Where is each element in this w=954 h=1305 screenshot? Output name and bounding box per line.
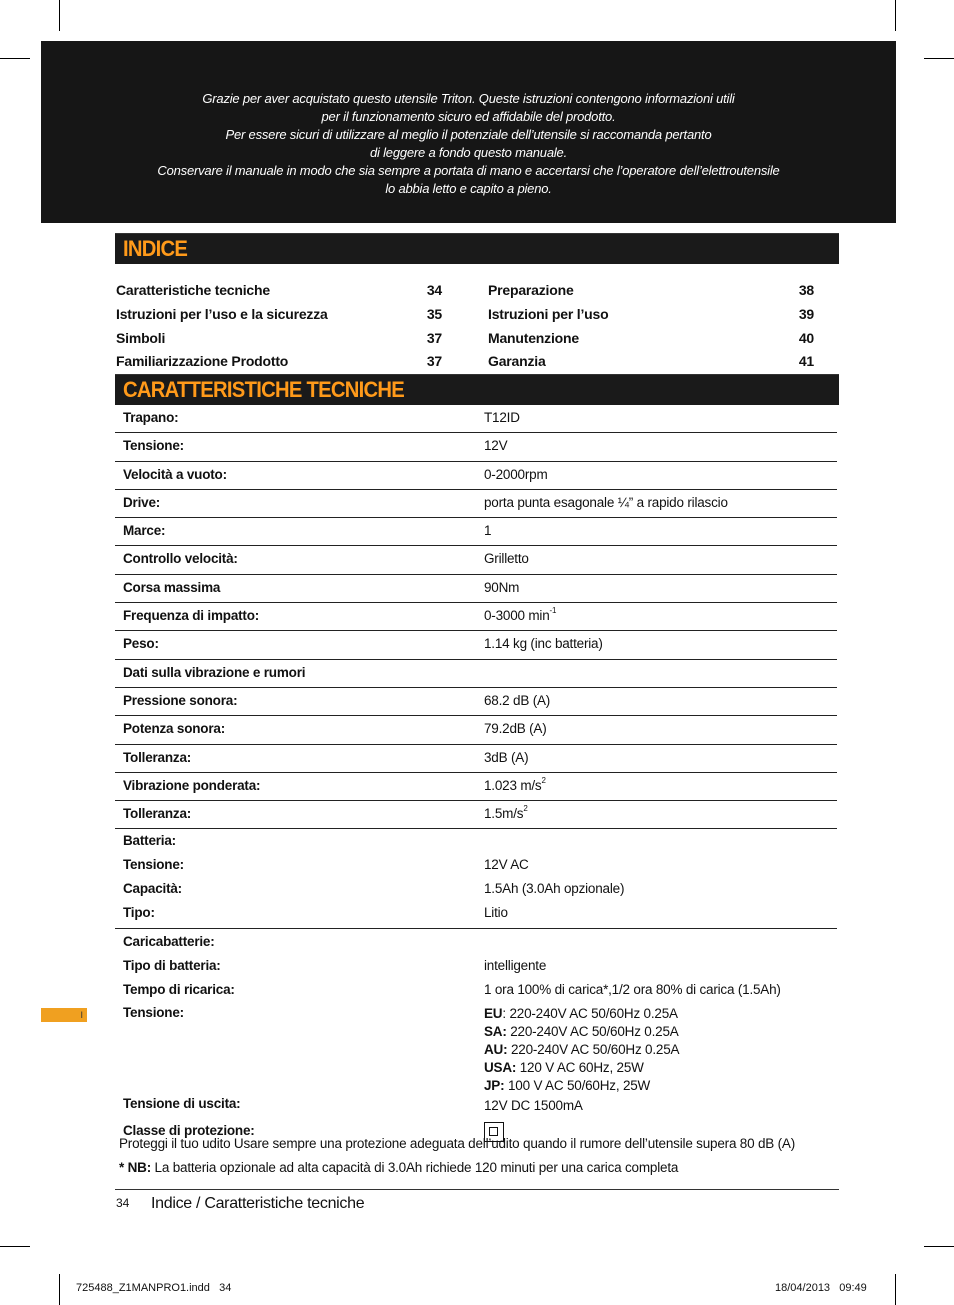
spec-value: Grilletto — [484, 551, 529, 567]
spec-value — [484, 608, 556, 623]
spec-label: Batteria: — [123, 833, 176, 849]
charger-line — [115, 955, 837, 979]
index-item[interactable] — [488, 278, 574, 302]
spec-row — [115, 745, 837, 773]
specs-title: CARATTERISTICHE TECNICHE — [123, 377, 405, 402]
index-item-page: 37 — [426, 330, 442, 346]
spec-value-text: 1.5m/s — [484, 806, 524, 822]
voltage-entry — [484, 1041, 679, 1059]
battery-line — [115, 878, 837, 902]
spec-row — [115, 660, 837, 688]
voltage-value: : 220-240V AC 50/60Hz 0.25A — [502, 1006, 678, 1022]
spec-row — [115, 631, 837, 659]
spec-row — [115, 518, 837, 546]
voltage-value: 100 V AC 50/60Hz, 25W — [504, 1078, 651, 1094]
spec-value: 12V DC 1500mA — [484, 1098, 583, 1114]
battery-block — [115, 829, 837, 929]
intro-line: lo abbia letto e capito a pieno. — [385, 181, 552, 196]
file-date: 18/04/2013 09:49 — [775, 1282, 867, 1294]
crop-mark — [895, 0, 896, 31]
spec-row — [115, 801, 837, 829]
voltage-region: AU: — [484, 1042, 508, 1058]
spec-row — [115, 462, 837, 490]
spec-label: Classe di protezione: — [123, 1122, 255, 1138]
specs-heading — [115, 374, 839, 405]
crop-mark — [924, 58, 954, 59]
spec-value: 68.2 dB (A) — [484, 692, 551, 708]
crop-mark — [0, 1246, 30, 1247]
double-insulation-inner — [489, 1127, 498, 1136]
index-item[interactable] — [116, 349, 288, 373]
spec-row — [115, 405, 837, 433]
index-item[interactable] — [116, 326, 165, 350]
hearing-note: Proteggi il tuo udito Usare sempre una protezione adeguata dell’udito quando il rumore dell’utensile supera 80 dB (A) — [119, 1136, 796, 1151]
spec-label: Tensione di uscita: — [123, 1096, 241, 1112]
charger-line — [115, 979, 837, 1003]
spec-value: 12V AC — [484, 857, 529, 873]
index-item-page: 37 — [426, 353, 442, 369]
spec-label: Capacità: — [123, 880, 182, 896]
spec-value: 79.2dB (A) — [484, 721, 547, 737]
nb-note — [119, 1160, 678, 1175]
crop-mark — [895, 1274, 896, 1305]
index-item-label: Garanzia — [488, 353, 546, 369]
spec-label: Trapano: — [123, 410, 179, 425]
index-item[interactable] — [488, 302, 608, 326]
spec-value: 90Nm — [484, 579, 520, 595]
spec-value: intelligente — [484, 957, 547, 973]
charger-line — [115, 1096, 837, 1120]
spec-label: Tempo di ricarica: — [123, 981, 235, 997]
page-number: 34 — [116, 1196, 130, 1210]
voltage-region: EU — [484, 1006, 503, 1022]
index-list — [488, 278, 818, 374]
index-item-label: Familiarizzazione Prodotto — [116, 353, 289, 369]
spec-row — [115, 546, 837, 574]
index-item-label: Manutenzione — [488, 330, 579, 346]
index-heading — [115, 233, 839, 264]
spec-label: Caricabatterie: — [123, 934, 215, 950]
voltage-entry — [484, 1077, 679, 1095]
spec-value: Litio — [484, 904, 508, 920]
voltage-region: JP: — [484, 1078, 505, 1094]
spec-label: Tensione: — [123, 1005, 184, 1021]
spec-row — [115, 603, 837, 631]
index-item-page: 34 — [426, 282, 442, 298]
spec-label: Peso: — [123, 636, 159, 652]
index-item-page: 39 — [798, 306, 814, 322]
footer-section: Indice / Caratteristiche tecniche — [151, 1195, 365, 1212]
intro-line: di leggere a fondo questo manuale. — [369, 145, 568, 160]
spec-value-text: 0-3000 min — [484, 608, 550, 624]
battery-line — [115, 854, 837, 878]
index-item[interactable] — [488, 326, 579, 350]
spec-value: 3dB (A) — [484, 749, 529, 765]
index-item-label: Istruzioni per l’uso e la sicurezza — [116, 306, 328, 322]
spec-value-exponent: -1 — [549, 606, 557, 616]
spec-row — [115, 490, 837, 518]
voltage-entry — [484, 1059, 679, 1077]
spec-value: T12ID — [484, 410, 520, 425]
index-item-label: Simboli — [116, 330, 166, 346]
spec-row — [115, 773, 837, 801]
spec-label: Tolleranza: — [123, 749, 192, 765]
index-title: INDICE — [123, 236, 188, 261]
battery-line — [115, 902, 837, 926]
index-item[interactable] — [116, 278, 270, 302]
nb-text: La batteria opzionale ad alta capacità di 3.0Ah richiede 120 minuti per una carica completa — [151, 1160, 679, 1175]
spec-label: Vibrazione ponderata: — [123, 777, 261, 793]
footer-divider — [115, 1189, 839, 1190]
spec-label: Tolleranza: — [123, 806, 192, 822]
spec-value: porta punta esagonale ¼” a rapido rilascio — [484, 494, 728, 510]
intro-line: Per essere sicuri di utilizzare al meglio il potenziale dell’utensile si raccomanda pertanto — [225, 127, 712, 142]
spec-row — [115, 716, 837, 744]
voltage-entry — [484, 1023, 679, 1041]
voltage-region: SA: — [484, 1024, 507, 1040]
voltage-entry — [484, 1005, 679, 1023]
spec-value — [484, 775, 546, 793]
voltage-region: USA: — [484, 1060, 517, 1076]
spec-row — [115, 433, 837, 461]
spec-label: Frequenza di impatto: — [123, 608, 260, 624]
index-list — [116, 278, 446, 374]
index-item-label: Caratteristiche tecniche — [116, 282, 270, 298]
spec-label: Dati sulla vibrazione e rumori — [123, 664, 306, 680]
spec-label: Potenza sonora: — [123, 721, 226, 737]
intro-banner — [41, 41, 896, 223]
spec-value: 0-2000rpm — [484, 466, 548, 482]
spec-row — [115, 575, 837, 603]
index-item-label: Preparazione — [488, 282, 574, 298]
battery-line — [115, 830, 837, 854]
voltage-value: 220-240V AC 50/60Hz 0.25A — [506, 1024, 679, 1040]
index-item-label: Istruzioni per l’uso — [488, 306, 609, 322]
index-item-page: 35 — [426, 306, 442, 322]
nb-label: * NB: — [119, 1160, 151, 1175]
index-item[interactable] — [488, 349, 546, 373]
spec-value: 1.14 kg (inc batteria) — [484, 636, 603, 652]
index-item[interactable] — [116, 302, 328, 326]
crop-mark — [924, 1246, 954, 1247]
crop-mark — [59, 0, 60, 31]
voltage-value: 120 V AC 60Hz, 25W — [516, 1060, 644, 1076]
crop-mark — [59, 1274, 60, 1305]
spec-value-exponent: 2 — [541, 775, 546, 785]
file-slug: 725488_Z1MANPRO1.indd 34 — [76, 1282, 232, 1294]
crop-mark — [0, 58, 30, 59]
spec-value: 1 — [484, 523, 492, 539]
spec-label: Drive: — [123, 494, 161, 510]
spec-row — [115, 688, 837, 716]
charger-voltage-list — [484, 1005, 679, 1095]
spec-label: Marce: — [123, 523, 166, 539]
spec-label: Tipo di batteria: — [123, 957, 221, 973]
charger-block — [115, 929, 837, 1143]
spec-value — [484, 806, 528, 821]
spec-label: Controllo velocità: — [123, 551, 238, 567]
language-tab: I — [41, 1008, 87, 1022]
intro-line: Grazie per aver acquistato questo utensile Triton. Queste istruzioni contengono informazioni utili — [202, 91, 735, 106]
spec-label: Corsa massima — [123, 579, 221, 595]
spec-value: 12V — [484, 438, 508, 454]
specs-table — [115, 405, 837, 1144]
spec-value-text: 1.023 m/s — [484, 777, 542, 793]
index-item-page: 38 — [798, 282, 814, 298]
spec-label: Tipo: — [123, 904, 155, 920]
spec-label: Pressione sonora: — [123, 692, 238, 708]
spec-value: 1 ora 100% di carica*,1/2 ora 80% di carica (1.5Ah) — [484, 981, 781, 997]
spec-value-exponent: 2 — [523, 804, 528, 814]
spec-label: Tensione: — [123, 438, 184, 454]
intro-line: per il funzionamento sicuro ed affidabile del prodotto. — [321, 109, 616, 124]
intro-line: Conservare il manuale in modo che sia sempre a portata di mano e accertarsi che l’operatore dell’elettroutensile — [157, 163, 780, 178]
charger-line — [115, 1002, 837, 1096]
spec-value: 1.5Ah (3.0Ah opzionale) — [484, 880, 625, 896]
spec-label: Velocità a vuoto: — [123, 466, 227, 482]
spec-label: Tensione: — [123, 857, 184, 873]
index-item-page: 40 — [798, 330, 814, 346]
voltage-value: 220-240V AC 50/60Hz 0.25A — [507, 1042, 680, 1058]
index-item-page: 41 — [798, 353, 814, 369]
charger-line — [115, 931, 837, 955]
